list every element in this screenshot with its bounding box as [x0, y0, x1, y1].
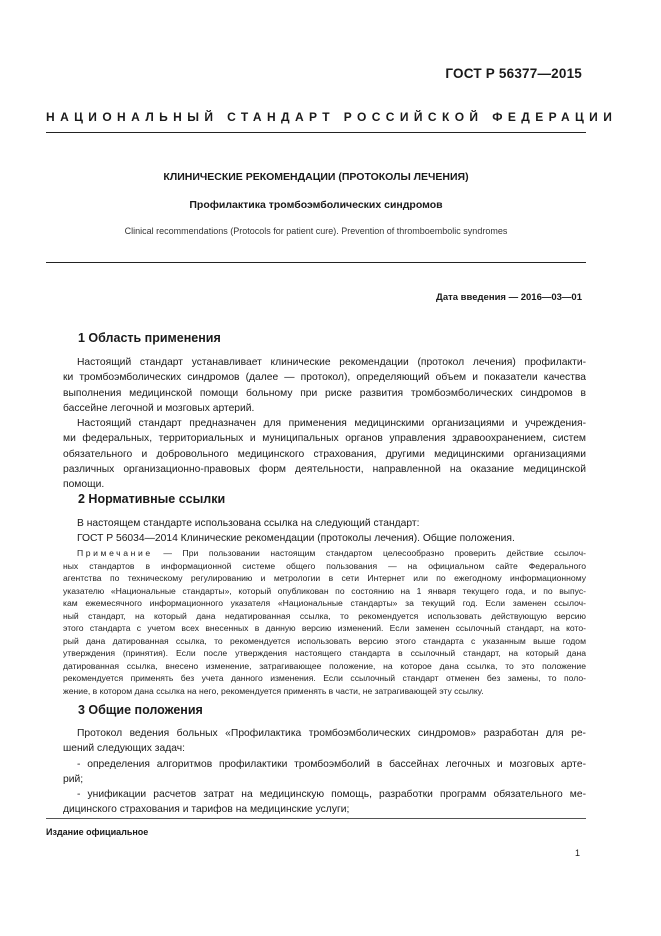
text-line: Настоящий стандарт устанавливает клинические рекомендации (протокол лечения) профилакти-: [77, 357, 586, 368]
text-line: Протокол ведения больных «Профилактика тромбоэмболических синдромов» разработан для ре-: [77, 728, 586, 739]
section-2-heading: 2 Нормативные ссылки: [78, 492, 226, 506]
document-title: КЛИНИЧЕСКИЕ РЕКОМЕНДАЦИИ (ПРОТОКОЛЫ ЛЕЧЕНИЯ): [163, 171, 469, 183]
note-line: рекомендуется применять без учета данного изменения. Если ссылочный стандарт отменен без замены, то поло-: [63, 673, 586, 683]
footer-rule: [46, 818, 586, 819]
gost-number: ГОСТ Р 56377—2015: [445, 66, 582, 81]
text-line: Настоящий стандарт предназначен для применения медицинскими организациями и учреждения-: [77, 418, 586, 429]
text-line: В настоящем стандарте использована ссылка на следующий стандарт:: [77, 518, 420, 529]
section-1-paragraph-2: [63, 416, 586, 492]
official-edition-label: Издание официальное: [46, 827, 149, 837]
english-title: Clinical recommendations (Protocols for patient cure). Prevention of thromboembolic syndromes: [124, 226, 508, 236]
page-number: 1: [574, 848, 580, 858]
national-standard-heading: НАЦИОНАЛЬНЫЙ СТАНДАРТ РОССИЙСКОЙ ФЕДЕРАЦИИ: [46, 110, 618, 124]
text-line: различных организационно-правовых форм деятельности, направленной на оказание медицинской: [63, 463, 586, 475]
header-rule: [46, 132, 586, 133]
note-line: Примечание — При пользовании настоящим стандартом целесообразно проверить действие ссылоч-: [77, 548, 586, 558]
text-line: выполнения медицинской помощи больному при риске развития тромбоэмболических синдромов в: [63, 387, 586, 399]
section-2-note: [63, 547, 586, 697]
text-line: шений следующих задач:: [63, 743, 185, 755]
section-3-heading: 3 Общие положения: [78, 703, 203, 717]
section-1-heading: 1 Область применения: [78, 331, 221, 345]
text-line: ки тромбоэмболических синдромов (далее — протокол), определяющий объем и показатели качества: [63, 372, 586, 384]
text-line: - определения алгоритмов профилактики тромбоэмболий в бассейнах легочных и мозговых артe-: [77, 758, 586, 770]
note-line: агентства по техническому регулированию и метрологии в сети Интернет или по ежегодному информационному: [63, 573, 586, 583]
note-line: ный стандарт, на который дана недатированная ссылка, то рекомендуется использовать действующую версию: [63, 610, 586, 621]
document-subtitle: Профилактика тромбоэмболических синдромов: [189, 199, 443, 211]
text-line: обязательного и добровольного медицинского страхования, другими медицинскими организациями: [63, 448, 586, 460]
text-line: помощи.: [63, 479, 105, 491]
note-line: датированная ссылка, внесено изменение, затрагивающее положение, на которое дана ссылка, то это положение: [63, 660, 586, 671]
note-label: Примечание: [77, 548, 153, 558]
section-2-paragraph: [63, 516, 586, 547]
note-line: рый дана датированная ссылка, то рекомендуется использовать версию этого стандарта с указанным выше годом: [63, 635, 586, 646]
note-line: ных стандартов в информационной системе общего пользования — на официальном сайте Федерального: [63, 560, 586, 571]
text-line: ми федеральных, территориальных и муниципальных органов управления здравоохранением, систем: [63, 433, 586, 445]
text-line: - унификации расчетов затрат на медицинскую помощь, разработки программ обязательного ме-: [77, 789, 586, 801]
title-rule: [46, 262, 586, 263]
section-3-paragraph: [63, 726, 586, 818]
date-introduced: Дата введения — 2016—03—01: [436, 292, 582, 303]
note-line: указателю «Национальные стандарты», который опубликован по состоянию на 1 января текущего года, и по выпус-: [63, 585, 586, 596]
note-line: этого стандарта с учетом всех внесенных в данную версию изменений. Если заменен ссылочный стандарт, на кото-: [63, 623, 586, 633]
note-line: утверждения (принятия). Если после утверждения настоящего стандарта в ссылочный стандарт, на который дана: [63, 648, 586, 658]
text-line: бассейне легочной и мозговых артерий.: [63, 402, 255, 414]
text-line: дицинского страхования и тарифов на медицинские услуги;: [63, 804, 350, 816]
section-1-paragraph-1: [63, 355, 586, 416]
text-line: рий;: [63, 773, 84, 785]
text-line: ГОСТ Р 56034—2014 Клинические рекомендации (протоколы лечения). Общие положения.: [77, 533, 515, 545]
note-line: кам ежемесячного информационного указателя «Национальные стандарты» за текущий год. Если заменен ссылоч-: [63, 598, 586, 608]
note-line: жение, в котором дана ссылка на него, рекомендуется применять в части, не затрагивающей эту ссылку.: [63, 685, 484, 696]
